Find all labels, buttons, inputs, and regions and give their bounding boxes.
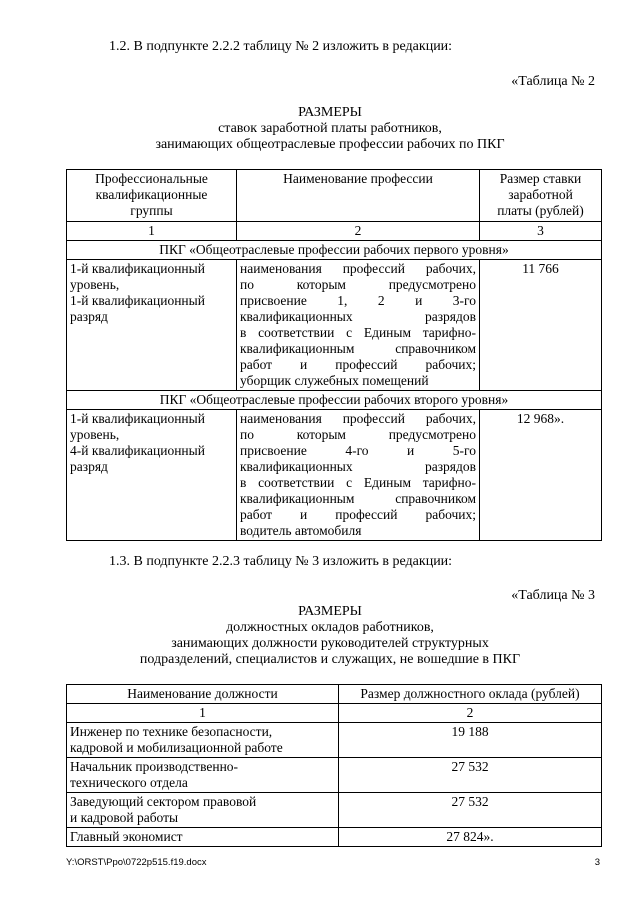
table-3-subtitle-line1: должностных окладов работников, [226, 620, 434, 635]
page-number: 3 [594, 857, 600, 868]
table-row [67, 793, 602, 828]
position-cell: Начальник производственно- технического отдела [67, 758, 339, 793]
salary-cell: 11 766 [480, 260, 602, 391]
table-3 [66, 684, 602, 847]
table-2-subtitle-line1: ставок заработной платы работников, [218, 121, 442, 136]
table-2-label: «Таблица № 2 [511, 74, 595, 89]
salary-cell: 12 968». [480, 410, 602, 541]
salary-cell: 27 824». [339, 828, 602, 847]
section-1-heading: 1.2. В подпункте 2.2.2 таблицу № 2 изложить в редакции: [109, 39, 453, 54]
footer-file-path: Y:\ORST\Ppo\0722p515.f19.docx [66, 857, 207, 868]
profession-cell: наименования профессий рабочих, по которым предусмотрено присвоение 4-го и 5-го квалификационных разрядов в соответствии с Единым тарифно- квалификационным справочником работ и профессий рабочих; водитель автомобиля [237, 410, 480, 541]
table-row [67, 260, 602, 391]
table-3-col-numbers: 1 2 [67, 704, 602, 723]
table-row [67, 758, 602, 793]
pkg-title: ПКГ «Общеотраслевые профессии рабочих второго уровня» [67, 391, 602, 410]
header-salary-size: Размер должностного оклада (рублей) [339, 685, 602, 704]
profession-cell: наименования профессий рабочих, по которым предусмотрено присвоение 1, 2 и 3-го квалификационных разрядов в соответствии с Единым тарифно- квалификационным справочником работ и профессий рабочих; уборщик служебных помещений [237, 260, 480, 391]
pkg-row [67, 391, 602, 410]
table-3-subtitle-line3: подразделений, специалистов и служащих, не вошедшие в ПКГ [139, 652, 521, 667]
header-salary-rate: Размер ставки заработной платы (рублей) [480, 170, 602, 222]
table-2-col-numbers: 1 2 3 [67, 222, 602, 241]
position-cell: Заведующий сектором правовой и кадровой работы [67, 793, 339, 828]
table-row [67, 828, 602, 847]
qual-cell: 1-й квалификационный уровень, 4-й квалификационный разряд [67, 410, 237, 541]
table-2 [66, 169, 602, 541]
pkg-row [67, 241, 602, 260]
salary-cell: 27 532 [339, 758, 602, 793]
table-3-title: РАЗМЕРЫ [298, 604, 362, 619]
table-2-header-row [67, 170, 602, 222]
table-2-title: РАЗМЕРЫ [298, 105, 362, 120]
position-cell: Главный экономист [67, 828, 339, 847]
table-row [67, 723, 602, 758]
section-2-heading: 1.3. В подпункте 2.2.3 таблицу № 3 изложить в редакции: [109, 554, 453, 569]
pkg-title: ПКГ «Общеотраслевые профессии рабочих первого уровня» [67, 241, 602, 260]
table-2-subtitle-line2: занимающих общеотраслевые профессии рабочих по ПКГ [155, 137, 505, 152]
header-qual-groups: Профессиональные квалификационные группы [67, 170, 237, 222]
position-cell: Инженер по технике безопасности, кадровой и мобилизационной работе [67, 723, 339, 758]
table-3-label: «Таблица № 3 [511, 588, 595, 603]
table-3-header-row [67, 685, 602, 704]
salary-cell: 27 532 [339, 793, 602, 828]
header-position-name: Наименование должности [67, 685, 339, 704]
table-row [67, 410, 602, 541]
table-3-subtitle-line2: занимающих должности руководителей структурных [171, 636, 489, 651]
salary-cell: 19 188 [339, 723, 602, 758]
header-profession-name: Наименование профессии [237, 170, 480, 222]
qual-cell: 1-й квалификационный уровень, 1-й квалификационный разряд [67, 260, 237, 391]
